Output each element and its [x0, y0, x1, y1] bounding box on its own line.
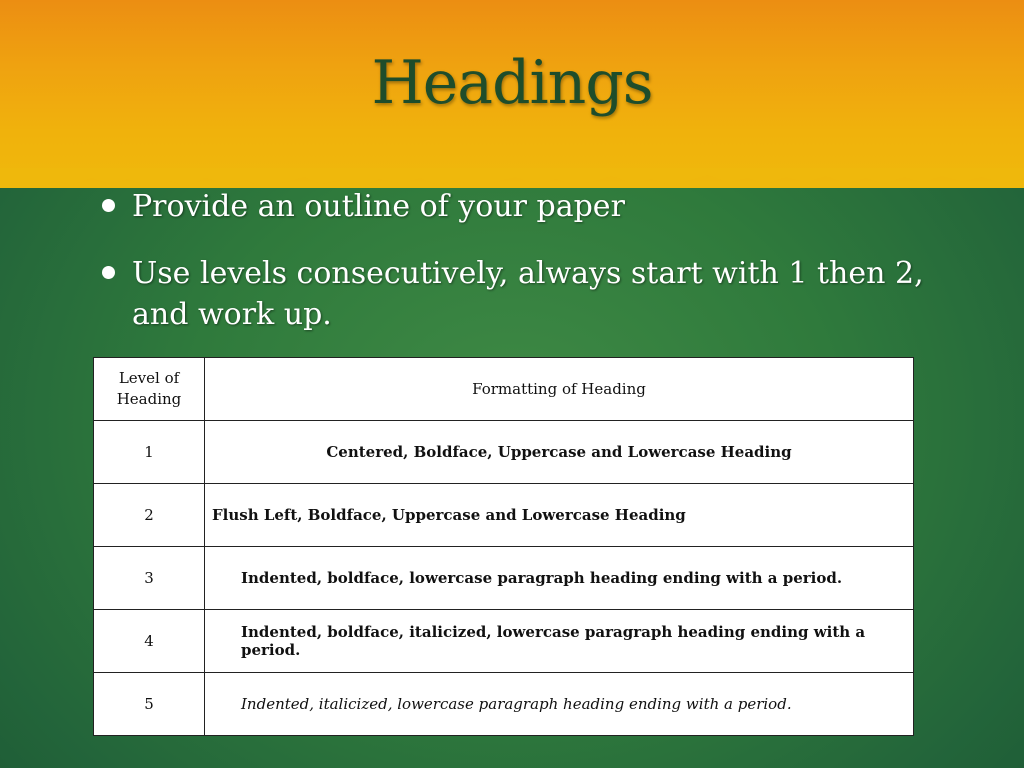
format-cell: Centered, Boldface, Uppercase and Lowercase Heading — [205, 421, 914, 484]
bullet-text: Use levels consecutively, always start with 1 then 2, and work up. — [132, 256, 924, 332]
table-row — [94, 547, 914, 610]
format-cell: Indented, boldface, lowercase paragraph heading ending with a period. — [205, 547, 914, 610]
level-cell: 4 — [94, 610, 205, 673]
table-header-row — [94, 358, 914, 421]
column-header-format: Formatting of Heading — [205, 358, 914, 421]
bullet-text: Provide an outline of your paper — [132, 189, 625, 224]
table-row — [94, 484, 914, 547]
table-row — [94, 610, 914, 673]
format-cell: Flush Left, Boldface, Uppercase and Lowercase Heading — [205, 484, 914, 547]
table-row — [94, 421, 914, 484]
bullet-dot-icon — [102, 266, 115, 279]
format-cell: Indented, italicized, lowercase paragraph heading ending with a period. — [205, 673, 914, 736]
level-cell: 1 — [94, 421, 205, 484]
level-cell: 2 — [94, 484, 205, 547]
bullet-item — [100, 253, 940, 335]
heading-levels-table — [93, 357, 914, 736]
bullet-dot-icon — [102, 199, 115, 212]
column-header-level — [94, 358, 205, 421]
bullet-item — [100, 186, 940, 227]
slide-title: Headings — [371, 48, 653, 118]
format-cell: Indented, boldface, italicized, lowercase paragraph heading ending with a period. — [205, 610, 914, 673]
level-cell: 5 — [94, 673, 205, 736]
bullet-list — [100, 186, 940, 361]
column-header-level-line1: Level of — [118, 369, 180, 387]
table-row — [94, 673, 914, 736]
level-cell: 3 — [94, 547, 205, 610]
column-header-level-line2: Heading — [116, 390, 182, 408]
